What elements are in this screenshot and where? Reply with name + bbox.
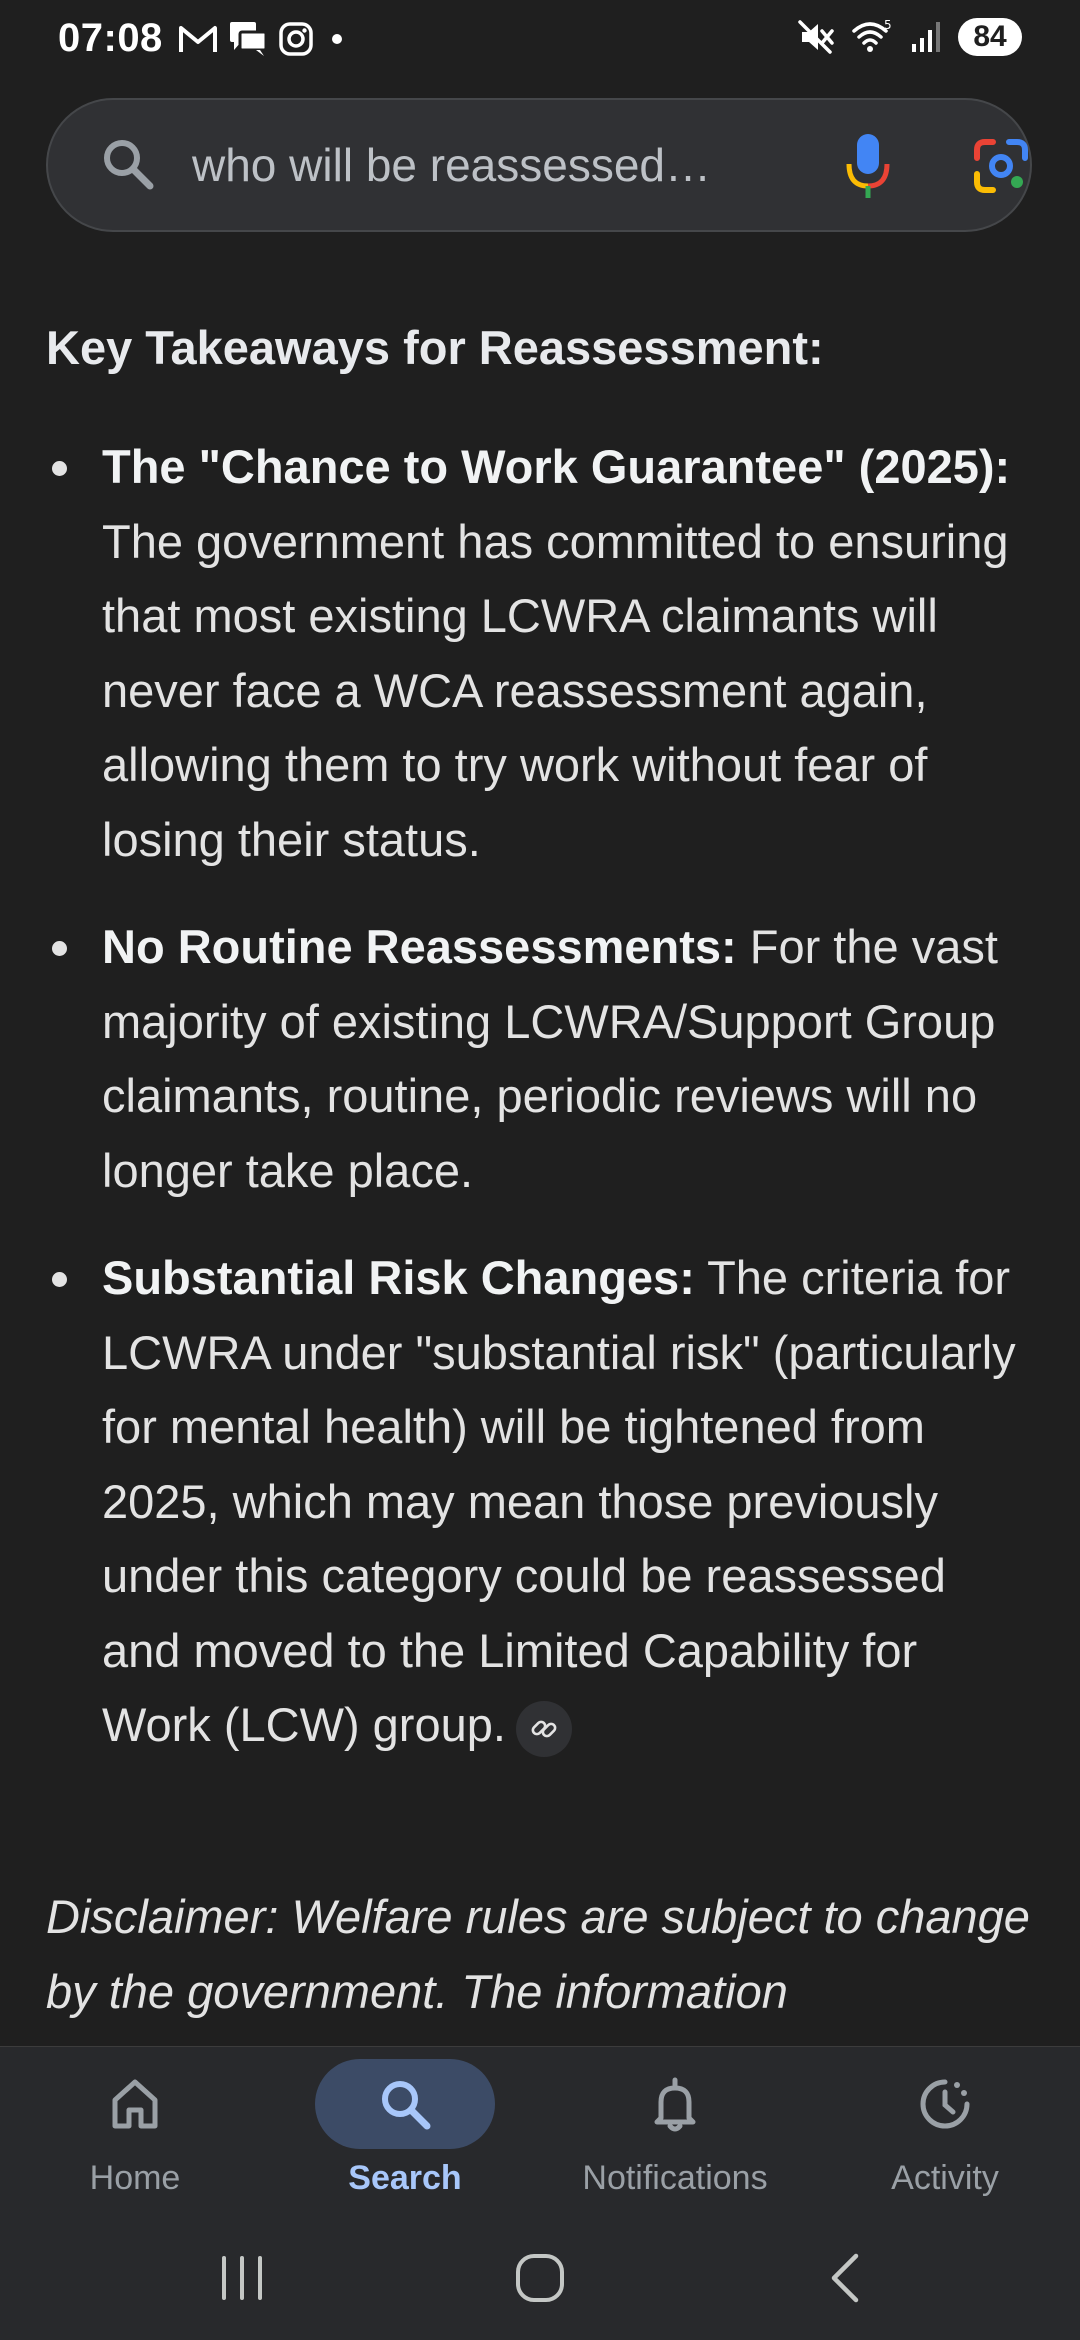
link-icon [529,1714,559,1744]
gmail-icon [178,22,218,56]
battery-indicator: 84 [958,18,1022,56]
search-bar[interactable] [46,98,1032,232]
search-icon [375,2074,435,2134]
list-item [46,1241,1036,1763]
activity-icon [915,2074,975,2134]
home-button-icon[interactable] [512,2250,568,2306]
disclaimer-text: Disclaimer: Welfare rules are subject to change by the government. The information [46,1890,1030,2018]
bullet-text: The government has committed to ensuring that most existing LCWRA claimants will never face a WCA reassessment again, allowing them to try work without fear of losing their status. [102,514,1009,866]
microphone-icon[interactable] [843,132,893,202]
google-lens-icon[interactable] [973,138,1029,194]
bullet-icon [52,1272,67,1287]
bottom-navigation [0,2046,1080,2217]
search-icon[interactable] [98,134,158,194]
status-bar [0,0,1080,84]
back-icon[interactable] [818,2250,874,2306]
wifi-icon [850,19,894,55]
bullet-icon [52,941,67,956]
nav-activity[interactable] [810,2047,1080,2217]
list-item [46,910,1036,1208]
scrolled-content-remnant [46,240,1032,252]
more-notifications-dot [332,34,342,44]
cell-signal-icon [910,20,942,54]
list-item [46,430,1036,877]
search-input[interactable] [192,130,792,200]
nav-label: Search [348,2159,462,2197]
nav-label: Home [89,2159,181,2197]
mute-icon [798,19,834,55]
bullet-text: For the vast majority of existing LCWRA/Support Group claimants, routine, periodic reviews will no longer take place. [102,920,998,1197]
system-icons [798,18,1022,56]
section-heading: Key Takeaways for Reassessment: [46,321,824,374]
bullet-icon [52,461,67,476]
nav-search[interactable] [270,2047,540,2217]
instagram-icon [278,21,314,57]
ai-overview-content [0,240,1080,2045]
takeaways-list [46,430,1036,1796]
nav-notifications[interactable] [540,2047,810,2217]
wifi-label: 5 [884,19,892,32]
status-time: 07:08 [58,16,163,60]
system-navigation-bar [0,2216,1080,2340]
nav-label: Activity [891,2159,999,2197]
bullet-title: The "Chance to Work Guarantee" (2025): [102,440,1011,493]
nav-home[interactable] [0,2047,270,2217]
bullet-title: Substantial Risk Changes: [102,1251,695,1304]
source-link-button[interactable] [516,1701,572,1757]
home-icon [105,2074,165,2134]
nav-label: Notifications [582,2159,768,2197]
notification-icons [178,20,342,58]
chat-icon [228,20,268,58]
bullet-text: The criteria for LCWRA under "substantial risk" (particularly for mental health) will be tightened from 2025, which may mean those previously under this category could be reassessed and moved to the Limited Capability for Work (LCW) group. [102,1251,1016,1751]
recent-apps-icon[interactable] [214,2250,270,2306]
bullet-title: No Routine Reassessments: [102,920,737,973]
bell-icon [645,2074,705,2134]
